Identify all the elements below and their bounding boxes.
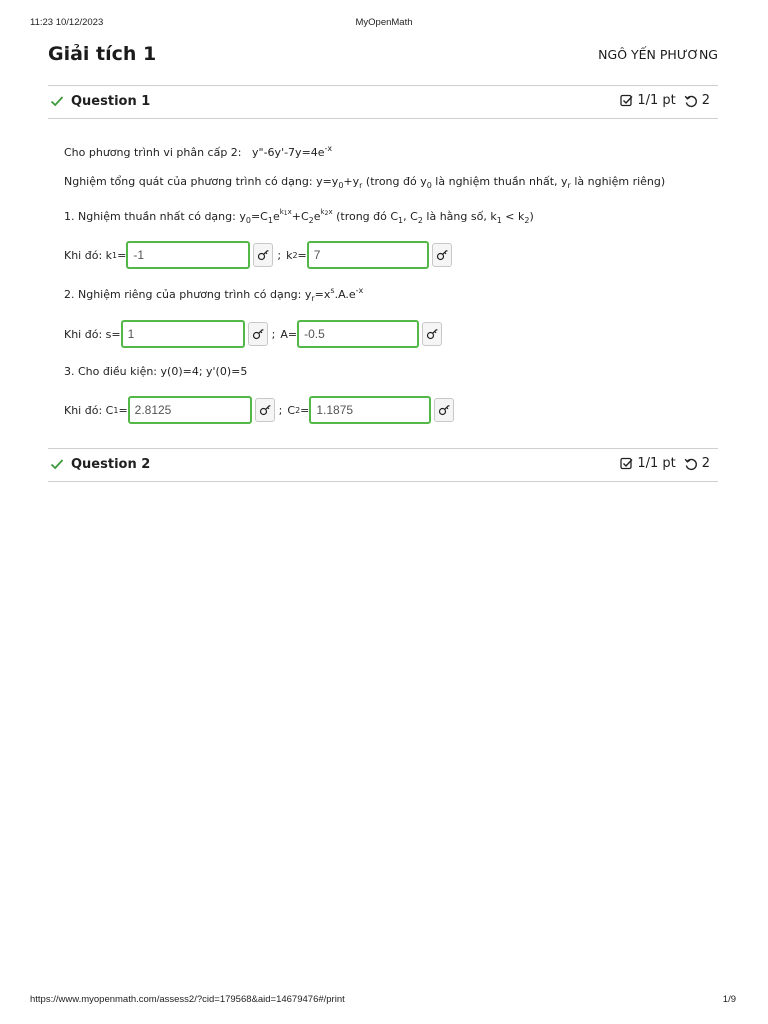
particular-solution-text: 2. Nghiệm riêng của phương trình có dạng: $y_r=x^s.A.e^{-x}$ [64, 286, 364, 303]
answer-row-s-a: Khi đó: s= 1 ; A= -0.5 [64, 319, 442, 349]
key-icon [257, 249, 269, 261]
check-icon [50, 457, 64, 471]
answer-row-c: Khi đó: C 1 = 2.8125 ; C 2 = 1.1875 [64, 395, 454, 425]
show-answer-key-button[interactable] [432, 243, 452, 267]
key-icon [436, 249, 448, 261]
question-2-title: Question 2 [71, 457, 151, 472]
show-answer-key-button[interactable] [248, 322, 268, 346]
k1-input[interactable]: -1 [126, 241, 250, 269]
score-text: 1/1 pt [637, 93, 676, 108]
print-datetime: 11:23 10/12/2023 [30, 17, 104, 28]
question-1-title: Question 1 [71, 94, 151, 109]
key-icon [252, 328, 264, 340]
homogeneous-solution-text: 1. Nghiệm thuần nhất có dạng: $y_0=C_1e^{k_1x}+C_2e^{k_2x}$ (trong đó $C_1$, $C_2$ là hằng số, $k_1 < k_2$) [64, 208, 534, 225]
question-1-score [620, 93, 710, 108]
score-text: 1/1 pt [637, 456, 676, 471]
user-name: NGÔ YẾN PHƯƠNG [598, 47, 718, 62]
a-input[interactable]: -0.5 [297, 320, 419, 348]
attempts-count: 2 [701, 93, 710, 108]
check-icon [50, 94, 64, 108]
key-icon [426, 328, 438, 340]
checkbox-checked-icon [620, 94, 633, 107]
general-solution-text: Nghiệm tổng quát của phương trình có dạng: $y=y_0+y_r$ (trong đó $y_0$ là nghiệm thuần nhất, $y_r$ là nghiệm riêng) [64, 175, 666, 190]
key-icon [259, 404, 271, 416]
print-footer [0, 994, 768, 1008]
attempts-count: 2 [701, 456, 710, 471]
show-answer-key-button[interactable] [255, 398, 275, 422]
retry-icon [684, 457, 698, 471]
print-header [0, 17, 768, 31]
differential-equation: y"-6y'-7y=4e [252, 146, 325, 159]
c1-input[interactable]: 2.8125 [128, 396, 252, 424]
show-answer-key-button[interactable] [434, 398, 454, 422]
print-site-name: MyOpenMath [355, 17, 413, 28]
problem-statement: Cho phương trình vi phân cấp 2: $y"-6y'-7y=4e^{-x}$ [64, 144, 333, 159]
question-1-header[interactable] [48, 85, 718, 119]
answer-row-k: Khi đó: k 1 = -1 ; k 2 = 7 [64, 240, 452, 270]
k2-input[interactable]: 7 [307, 241, 429, 269]
question-2-score [620, 456, 710, 471]
checkbox-checked-icon [620, 457, 633, 470]
c2-input[interactable]: 1.1875 [309, 396, 431, 424]
show-answer-key-button[interactable] [422, 322, 442, 346]
print-url: https://www.myopenmath.com/assess2/?cid=179568&aid=14679476#/print [30, 994, 345, 1005]
s-input[interactable]: 1 [121, 320, 245, 348]
question-2-header[interactable] [48, 448, 718, 482]
show-answer-key-button[interactable] [253, 243, 273, 267]
key-icon [438, 404, 450, 416]
print-page-number: 1/9 [722, 994, 736, 1005]
initial-conditions-text: 3. Cho điều kiện: y(0)=4; y'(0)=5 [64, 365, 248, 378]
question-1-body [64, 140, 714, 440]
retry-icon [684, 94, 698, 108]
course-title: Giải tích 1 [48, 43, 157, 65]
